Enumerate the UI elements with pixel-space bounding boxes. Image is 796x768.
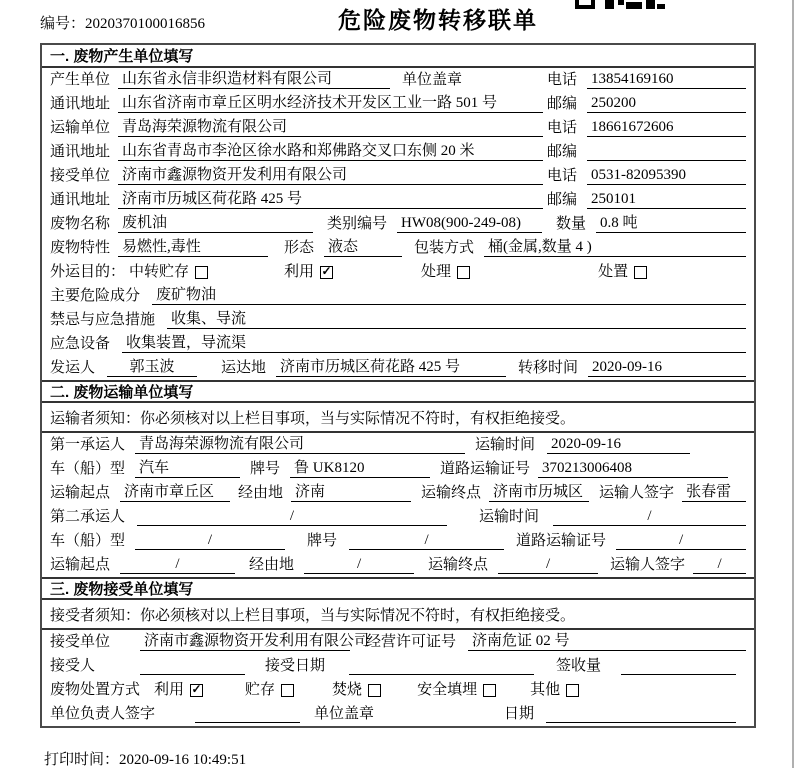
waste-name-value: 废机油 bbox=[118, 214, 313, 233]
page-edge-divider bbox=[792, 0, 794, 768]
producer-address-value: 山东省济南市章丘区明水经济技术开发区工业一路 501 号 bbox=[118, 94, 543, 113]
form-row-emergency-equipment bbox=[42, 332, 754, 356]
quantity-label: 数量 bbox=[556, 216, 587, 232]
accept-person-label: 接受人 bbox=[50, 658, 96, 674]
vehicle-type-label: 车（船）型 bbox=[50, 533, 126, 549]
form-row-unit-signature bbox=[42, 702, 754, 726]
business-license-value: 济南危证 02 号 bbox=[468, 632, 746, 651]
purpose-option-treat bbox=[421, 263, 470, 281]
carrier1-label: 第一承运人 bbox=[50, 437, 126, 453]
producer-left-cell bbox=[50, 70, 547, 89]
route-end-value: / bbox=[498, 555, 598, 574]
serial-label: 编号： bbox=[40, 16, 86, 32]
receiver-phone-value: 0531-82095390 bbox=[587, 166, 746, 185]
packaging-value: 桶(金属,数量 4 ) bbox=[484, 238, 746, 257]
property-value: 易燃性,毒性 bbox=[118, 238, 268, 257]
form-row-vehicle1 bbox=[42, 457, 754, 481]
address-label: 通讯地址 bbox=[50, 192, 111, 208]
producer-label: 产生单位 bbox=[50, 72, 111, 88]
form-row-disposal-method bbox=[42, 678, 754, 702]
main-hazard-label: 主要危险成分 bbox=[50, 288, 141, 304]
form-row-receiver-address bbox=[42, 188, 754, 212]
checkbox-icon bbox=[483, 684, 496, 697]
carrier2-label: 第二承运人 bbox=[50, 509, 126, 525]
receiver-notice: 接受者须知：你必须核对以上栏目事项，当与实际情况不符时，有权拒绝接受。 bbox=[42, 600, 754, 630]
road-license-label: 道路运输证号 bbox=[440, 461, 531, 477]
transporter-label: 运输单位 bbox=[50, 120, 111, 136]
zip-label: 邮编 bbox=[547, 192, 578, 208]
vehicle-type-value: 汽车 bbox=[135, 459, 240, 478]
form-row-vehicle2 bbox=[42, 529, 754, 553]
transporter-left-cell bbox=[50, 118, 547, 137]
waste-name-label: 废物名称 bbox=[50, 216, 111, 232]
precautions-value: 收集、导流 bbox=[167, 310, 746, 329]
receiver-value: 济南市鑫源物资开发利用有限公司 bbox=[118, 166, 543, 185]
address-left-cell bbox=[50, 142, 547, 161]
precautions-label: 禁忌与应急措施 bbox=[50, 312, 156, 328]
phone-label: 电话 bbox=[547, 120, 578, 136]
phone-label: 电话 bbox=[547, 72, 578, 88]
property-label: 废物特性 bbox=[50, 240, 111, 256]
received-quantity-label: 签收量 bbox=[556, 658, 602, 674]
option-label: 焚烧 bbox=[332, 682, 363, 698]
receiver-left-cell bbox=[50, 166, 547, 185]
plate-label: 牌号 bbox=[307, 533, 338, 549]
manifest-form bbox=[40, 43, 756, 728]
transporter-address-value: 山东省青岛市李沧区徐水路和郑佛路交叉口东侧 20 米 bbox=[118, 142, 543, 161]
page-title: 危险废物转移联单 bbox=[338, 7, 538, 33]
section1-header: 一. 废物产生单位填写 bbox=[42, 45, 754, 68]
purpose-option-utilize bbox=[284, 263, 333, 281]
accepting-unit-label: 接受单位 bbox=[50, 634, 111, 650]
route-start-label: 运输起点 bbox=[50, 557, 111, 573]
transport-time-value: / bbox=[553, 507, 746, 526]
carrier-signature-label: 运输人签字 bbox=[599, 485, 675, 501]
form-row-carrier1 bbox=[42, 433, 754, 457]
destination-label: 运达地 bbox=[221, 360, 267, 376]
section3-header: 三. 废物接受单位填写 bbox=[42, 577, 754, 600]
option-label: 安全填埋 bbox=[417, 682, 478, 698]
accept-date-value bbox=[349, 657, 534, 675]
form-row-transporter-address bbox=[42, 140, 754, 164]
main-hazard-value: 废矿物油 bbox=[152, 286, 746, 305]
checkbox-icon bbox=[634, 266, 647, 279]
form-row-carrier2 bbox=[42, 505, 754, 529]
accepting-unit-value: 济南市鑫源物资开发利用有限公司 bbox=[140, 632, 350, 651]
transporter-phone-value: 18661672606 bbox=[587, 118, 746, 137]
unit-seal-label: 单位盖章 bbox=[402, 72, 463, 88]
address-label: 通讯地址 bbox=[50, 144, 111, 160]
producer-value: 山东省永信非织造材料有限公司 bbox=[118, 70, 390, 89]
dispatcher-value: 郭玉波 bbox=[107, 358, 197, 377]
category-value: HW08(900-249-08) bbox=[397, 214, 542, 233]
destination-value: 济南市历城区荷花路 425 号 bbox=[276, 358, 506, 377]
form-row-waste-name bbox=[42, 212, 754, 236]
unit-seal-label: 单位盖章 bbox=[314, 706, 375, 722]
receiver-label: 接受单位 bbox=[50, 168, 111, 184]
carrier-signature-label: 运输人签字 bbox=[610, 557, 686, 573]
option-label: 贮存 bbox=[245, 682, 276, 698]
form-row-producer-address bbox=[42, 92, 754, 116]
carrier-signature-value: / bbox=[693, 555, 746, 574]
option-label: 处置 bbox=[598, 264, 629, 280]
form-row-route2 bbox=[42, 553, 754, 577]
carrier1-value: 青岛海荣源物流有限公司 bbox=[135, 435, 465, 454]
disposal-option-incinerate bbox=[332, 681, 381, 699]
print-time-value: 2020-09-16 10:49:51 bbox=[119, 752, 247, 768]
option-label: 利用 bbox=[284, 264, 315, 280]
option-label: 中转贮存 bbox=[129, 264, 190, 280]
zip-label: 邮编 bbox=[547, 96, 578, 112]
form-state-label: 形态 bbox=[284, 240, 315, 256]
carrier-signature-value: 张春雷 bbox=[682, 483, 746, 502]
vehicle-type-value: / bbox=[135, 531, 285, 550]
form-row-precautions bbox=[42, 308, 754, 332]
dispatcher-label: 发运人 bbox=[50, 360, 96, 376]
route-via-value: / bbox=[304, 555, 414, 574]
transfer-time-value: 2020-09-16 bbox=[588, 358, 746, 377]
quantity-value: 0.8 吨 bbox=[596, 214, 746, 233]
date-value bbox=[546, 705, 736, 723]
form-row-receiver bbox=[42, 164, 754, 188]
route-via-label: 经由地 bbox=[249, 557, 295, 573]
purpose-option-transfer-storage bbox=[129, 263, 208, 281]
accept-person-value bbox=[140, 657, 245, 675]
road-license-label: 道路运输证号 bbox=[516, 533, 607, 549]
disposal-method-label: 废物处置方式 bbox=[50, 682, 141, 698]
road-license-value: 370213006408 bbox=[538, 459, 728, 478]
route-end-label: 运输终点 bbox=[428, 557, 489, 573]
transporter-zip-value bbox=[587, 143, 746, 161]
transfer-time-label: 转移时间 bbox=[518, 360, 579, 376]
unit-signature-value bbox=[195, 705, 300, 723]
phone-label: 电话 bbox=[547, 168, 578, 184]
option-label: 利用 bbox=[154, 682, 185, 698]
option-label: 其他 bbox=[530, 682, 561, 698]
route-end-value: 济南市历城区 bbox=[489, 483, 589, 502]
option-label: 处理 bbox=[421, 264, 452, 280]
plate-label: 牌号 bbox=[250, 461, 281, 477]
form-row-accept-person bbox=[42, 654, 754, 678]
route-via-label: 经由地 bbox=[238, 485, 284, 501]
checkbox-icon bbox=[566, 684, 579, 697]
form-row-main-hazard bbox=[42, 284, 754, 308]
disposal-option-other bbox=[530, 681, 579, 699]
form-row-transporter bbox=[42, 116, 754, 140]
purpose-label: 外运目的： bbox=[50, 264, 126, 280]
route-start-value: 济南市章丘区 bbox=[120, 483, 230, 502]
plate-value: 鲁 UK8120 bbox=[290, 459, 430, 478]
emergency-equipment-label: 应急设备 bbox=[50, 336, 111, 352]
checkbox-checked-icon bbox=[320, 266, 333, 279]
emergency-equipment-value: 收集装置，导流渠 bbox=[122, 334, 746, 353]
disposal-option-utilize bbox=[154, 681, 203, 699]
received-quantity-value bbox=[621, 657, 736, 675]
business-license-label: 经营许可证号 bbox=[366, 634, 457, 650]
transporter-value: 青岛海荣源物流有限公司 bbox=[118, 118, 543, 137]
checkbox-icon bbox=[281, 684, 294, 697]
packaging-label: 包装方式 bbox=[414, 240, 475, 256]
route-start-label: 运输起点 bbox=[50, 485, 111, 501]
print-time-label: 打印时间： bbox=[44, 752, 120, 768]
checkbox-icon bbox=[195, 266, 208, 279]
unit-signature-label: 单位负责人签字 bbox=[50, 706, 156, 722]
producer-phone-value: 13854169160 bbox=[587, 70, 746, 89]
purpose-option-dispose bbox=[598, 263, 647, 281]
form-row-dispatch bbox=[42, 356, 754, 380]
checkbox-icon bbox=[368, 684, 381, 697]
qr-code-icon bbox=[575, 0, 665, 9]
disposal-option-landfill bbox=[417, 681, 496, 699]
checkbox-checked-icon bbox=[190, 684, 203, 697]
transporter-notice: 运输者须知：你必须核对以上栏目事项，当与实际情况不符时，有权拒绝接受。 bbox=[42, 403, 754, 433]
accept-date-label: 接受日期 bbox=[265, 658, 326, 674]
category-label: 类别编号 bbox=[327, 216, 388, 232]
receiver-zip-value: 250101 bbox=[587, 190, 746, 209]
form-row-route1 bbox=[42, 481, 754, 505]
print-time bbox=[44, 748, 246, 768]
form-state-value: 液态 bbox=[324, 238, 402, 257]
form-row-accepting-unit bbox=[42, 630, 754, 654]
transport-time-value: 2020-09-16 bbox=[547, 435, 690, 454]
vehicle-type-label: 车（船）型 bbox=[50, 461, 126, 477]
section2-header: 二. 废物运输单位填写 bbox=[42, 380, 754, 403]
disposal-option-store bbox=[245, 681, 294, 699]
address-left-cell bbox=[50, 94, 547, 113]
carrier2-value: / bbox=[137, 507, 447, 526]
transport-time-label: 运输时间 bbox=[475, 437, 536, 453]
form-row-purpose bbox=[42, 260, 754, 284]
producer-zip-value: 250200 bbox=[587, 94, 746, 113]
zip-label: 邮编 bbox=[547, 144, 578, 160]
form-row-waste-property bbox=[42, 236, 754, 260]
address-left-cell bbox=[50, 190, 547, 209]
route-via-value: 济南 bbox=[291, 483, 411, 502]
form-row-producer bbox=[42, 68, 754, 92]
date-label: 日期 bbox=[504, 706, 535, 722]
transport-time-label: 运输时间 bbox=[479, 509, 540, 525]
address-label: 通讯地址 bbox=[50, 96, 111, 112]
serial-value: 2020370100016856 bbox=[85, 16, 206, 32]
route-end-label: 运输终点 bbox=[421, 485, 482, 501]
road-license-value: / bbox=[616, 531, 746, 550]
plate-value: / bbox=[349, 531, 504, 550]
receiver-address-value: 济南市历城区荷花路 425 号 bbox=[118, 190, 543, 209]
route-start-value: / bbox=[120, 555, 235, 574]
checkbox-icon bbox=[457, 266, 470, 279]
